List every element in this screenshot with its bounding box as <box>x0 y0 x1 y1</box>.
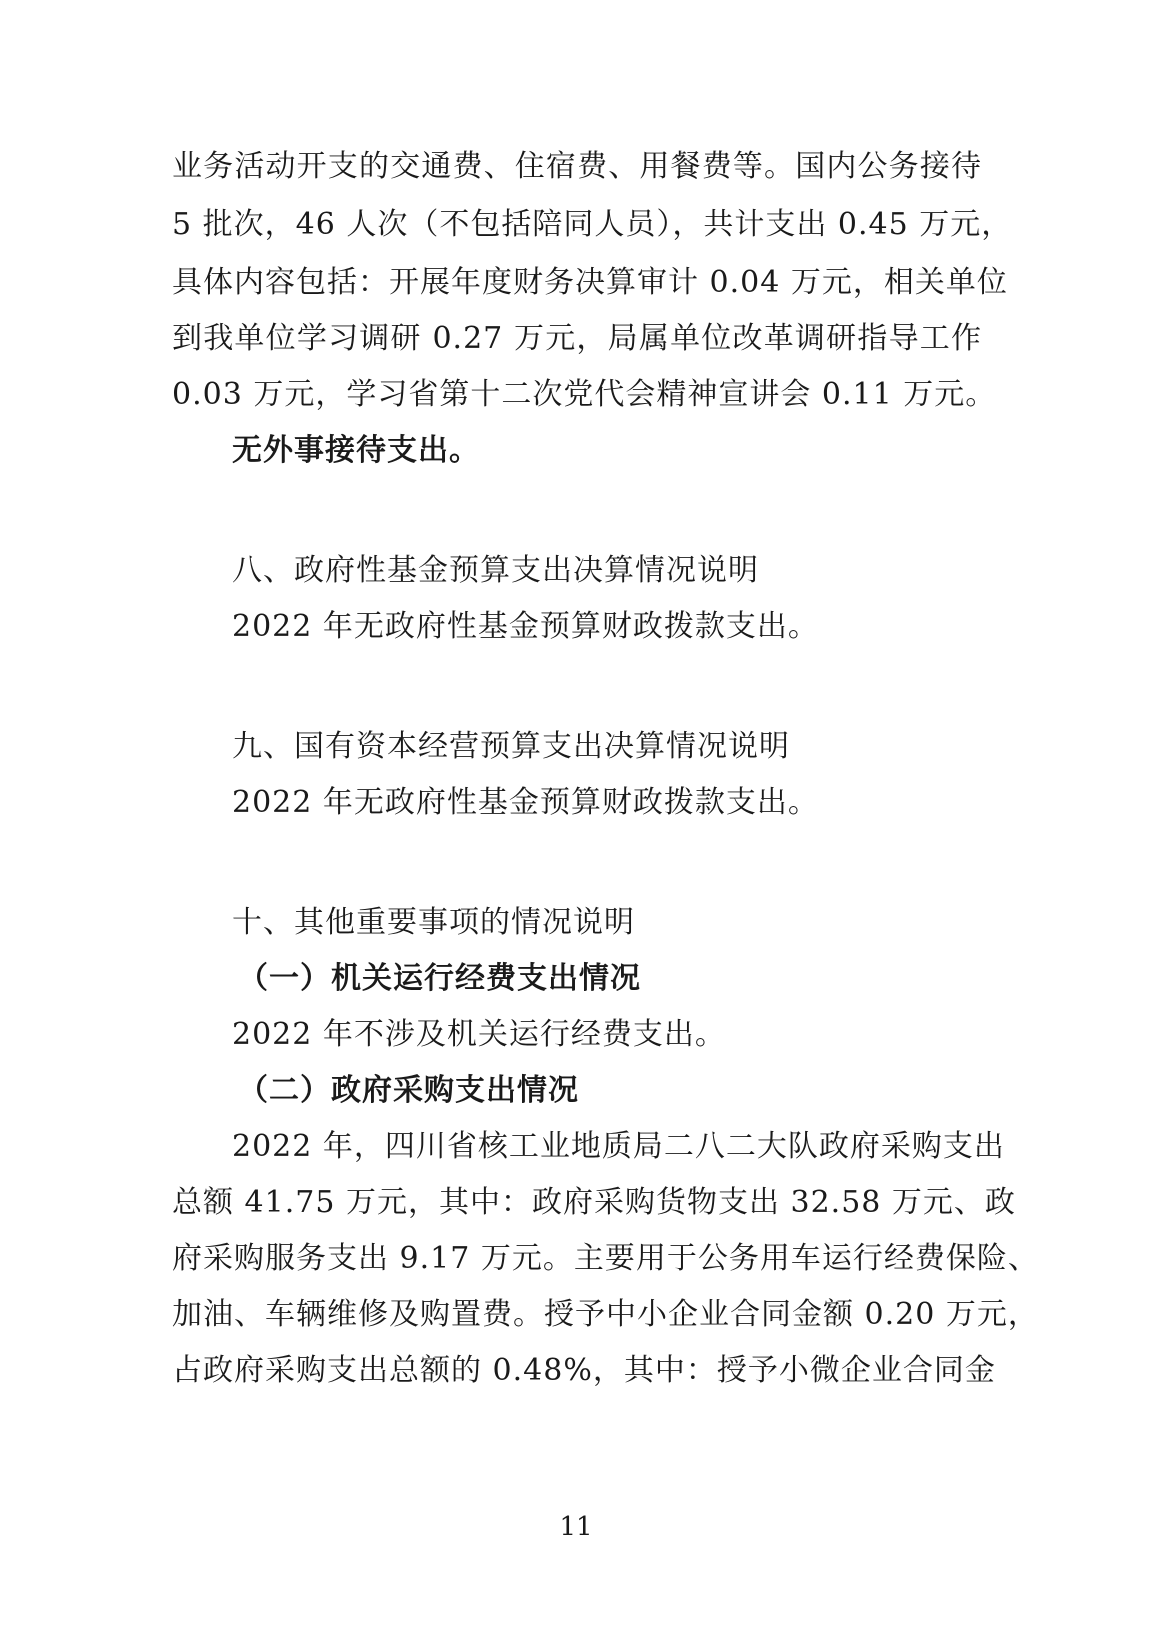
section-10-sub1-text: 2022 年不涉及机关运行经费支出。 <box>232 1017 726 1052</box>
procurement-line-2: 总额 41.75 万元，其中：政府采购货物支出 32.58 万元、政 <box>172 1185 1016 1220</box>
reception-line-2: 5 批次，46 人次（不包括陪同人员），共计支出 0.45 万元， <box>172 207 1013 242</box>
procurement-line-1: 2022 年，四川省核工业地质局二八二大队政府采购支出 <box>232 1129 1005 1164</box>
reception-line-1: 业务活动开支的交通费、住宿费、用餐费等。国内公务接待 <box>172 149 982 184</box>
procurement-line-3: 府采购服务支出 9.17 万元。主要用于公务用车运行经费保险、 <box>172 1241 1039 1276</box>
section-10-sub2-heading: （二）政府采购支出情况 <box>238 1073 579 1108</box>
page-number: 11 <box>559 1512 593 1542</box>
no-foreign-reception-text: 无外事接待支出。 <box>232 433 480 468</box>
procurement-line-5: 占政府采购支出总额的 0.48%，其中：授予小微企业合同金 <box>172 1353 996 1388</box>
section-10-heading: 十、其他重要事项的情况说明 <box>232 905 635 940</box>
section-9-text: 2022 年无政府性基金预算财政拨款支出。 <box>232 785 819 820</box>
section-9-heading: 九、国有资本经营预算支出决算情况说明 <box>232 729 790 764</box>
section-10-sub1-heading: （一）机关运行经费支出情况 <box>238 961 641 996</box>
section-8-heading: 八、政府性基金预算支出决算情况说明 <box>232 553 759 588</box>
procurement-line-4: 加油、车辆维修及购置费。授予中小企业合同金额 0.20 万元， <box>172 1297 1039 1332</box>
section-8-text: 2022 年无政府性基金预算财政拨款支出。 <box>232 609 819 644</box>
reception-line-5: 0.03 万元，学习省第十二次党代会精神宣讲会 0.11 万元。 <box>172 377 997 412</box>
reception-line-3: 具体内容包括：开展年度财务决算审计 0.04 万元，相关单位 <box>172 265 1008 300</box>
reception-line-4: 到我单位学习调研 0.27 万元，局属单位改革调研指导工作 <box>172 321 982 356</box>
